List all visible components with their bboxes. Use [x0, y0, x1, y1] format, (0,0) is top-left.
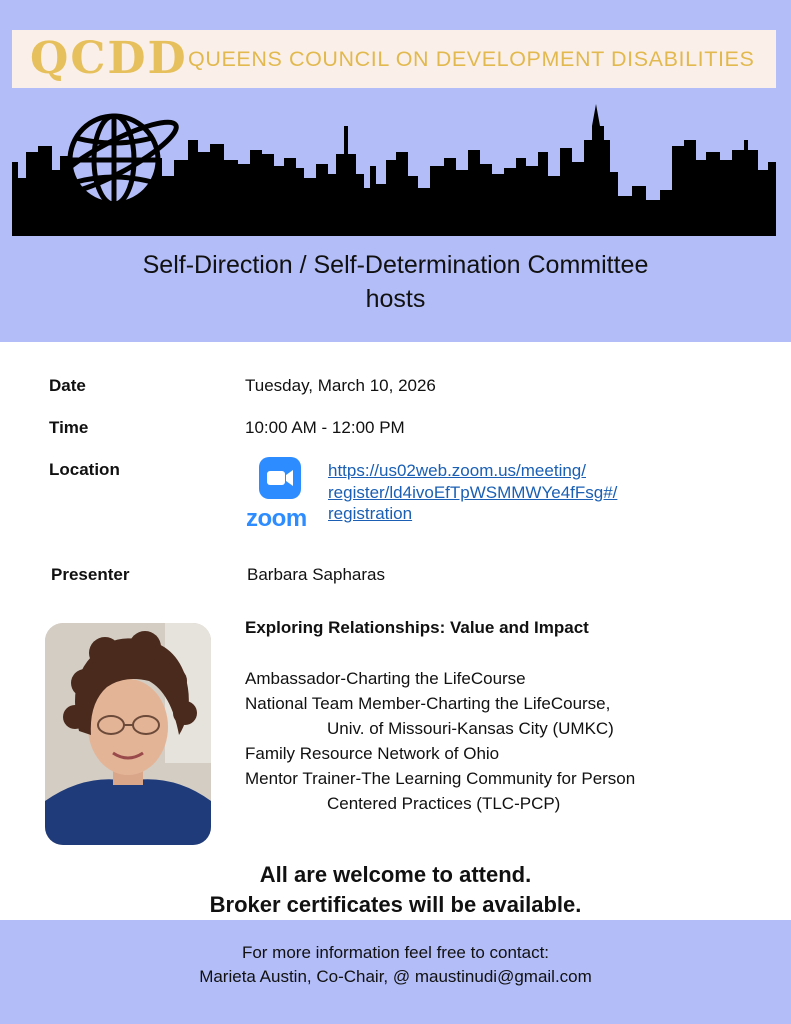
zoom-link-line[interactable]: registration: [328, 504, 413, 523]
committee-heading: [0, 248, 791, 316]
presenter-photo: [45, 623, 211, 845]
contact-info: [0, 941, 791, 989]
welcome-line: All are welcome to attend.: [259, 862, 532, 887]
credential-item: Mentor Trainer-The Learning Community for Person: [245, 769, 636, 788]
zoom-link-line[interactable]: register/ld4ivoEfTpWSMMWYe4fFsg#/: [328, 482, 618, 502]
credential-item: National Team Member-Charting the LifeCourse,: [245, 694, 611, 713]
credential-item: Ambassador-Charting the LifeCourse: [245, 669, 526, 688]
zoom-wordmark: zoom: [246, 505, 307, 532]
committee-hosts: hosts: [365, 285, 426, 313]
date-value: Tuesday, March 10, 2026: [245, 376, 436, 395]
date-label: Date: [49, 376, 86, 395]
zoom-link-line[interactable]: https://us02web.zoom.us/meeting/: [328, 461, 586, 480]
committee-name: Self-Direction / Self-Determination Committee: [142, 251, 649, 279]
presenter-name: Barbara Sapharas: [247, 565, 385, 584]
certificate-line: Broker certificates will be available.: [209, 892, 582, 917]
city-skyline-illustration: [12, 100, 776, 236]
zoom-registration-link[interactable]: [328, 460, 688, 525]
credential-item: Univ. of Missouri-Kansas City (UMKC): [327, 719, 614, 738]
organization-banner: [12, 30, 776, 88]
zoom-icon[interactable]: [259, 457, 301, 499]
contact-person: Marieta Austin, Co-Chair, @ maustinudi@gmail.com: [199, 967, 592, 986]
presenter-label: Presenter: [51, 565, 130, 584]
time-label: Time: [49, 418, 89, 437]
time-value: 10:00 AM - 12:00 PM: [245, 418, 405, 437]
presenter-credentials: [245, 666, 635, 816]
credential-item: Centered Practices (TLC-PCP): [327, 794, 561, 813]
organization-name: QUEENS COUNCIL ON DEVELOPMENT DISABILITIES: [188, 47, 755, 71]
credential-item: Family Resource Network of Ohio: [245, 744, 500, 763]
contact-intro: For more information feel free to contact:: [241, 943, 550, 962]
presentation-title: Exploring Relationships: Value and Impact: [245, 618, 589, 637]
location-label: Location: [49, 460, 120, 479]
welcome-message: [0, 860, 791, 920]
qcdd-logo: QCDD: [30, 33, 188, 84]
